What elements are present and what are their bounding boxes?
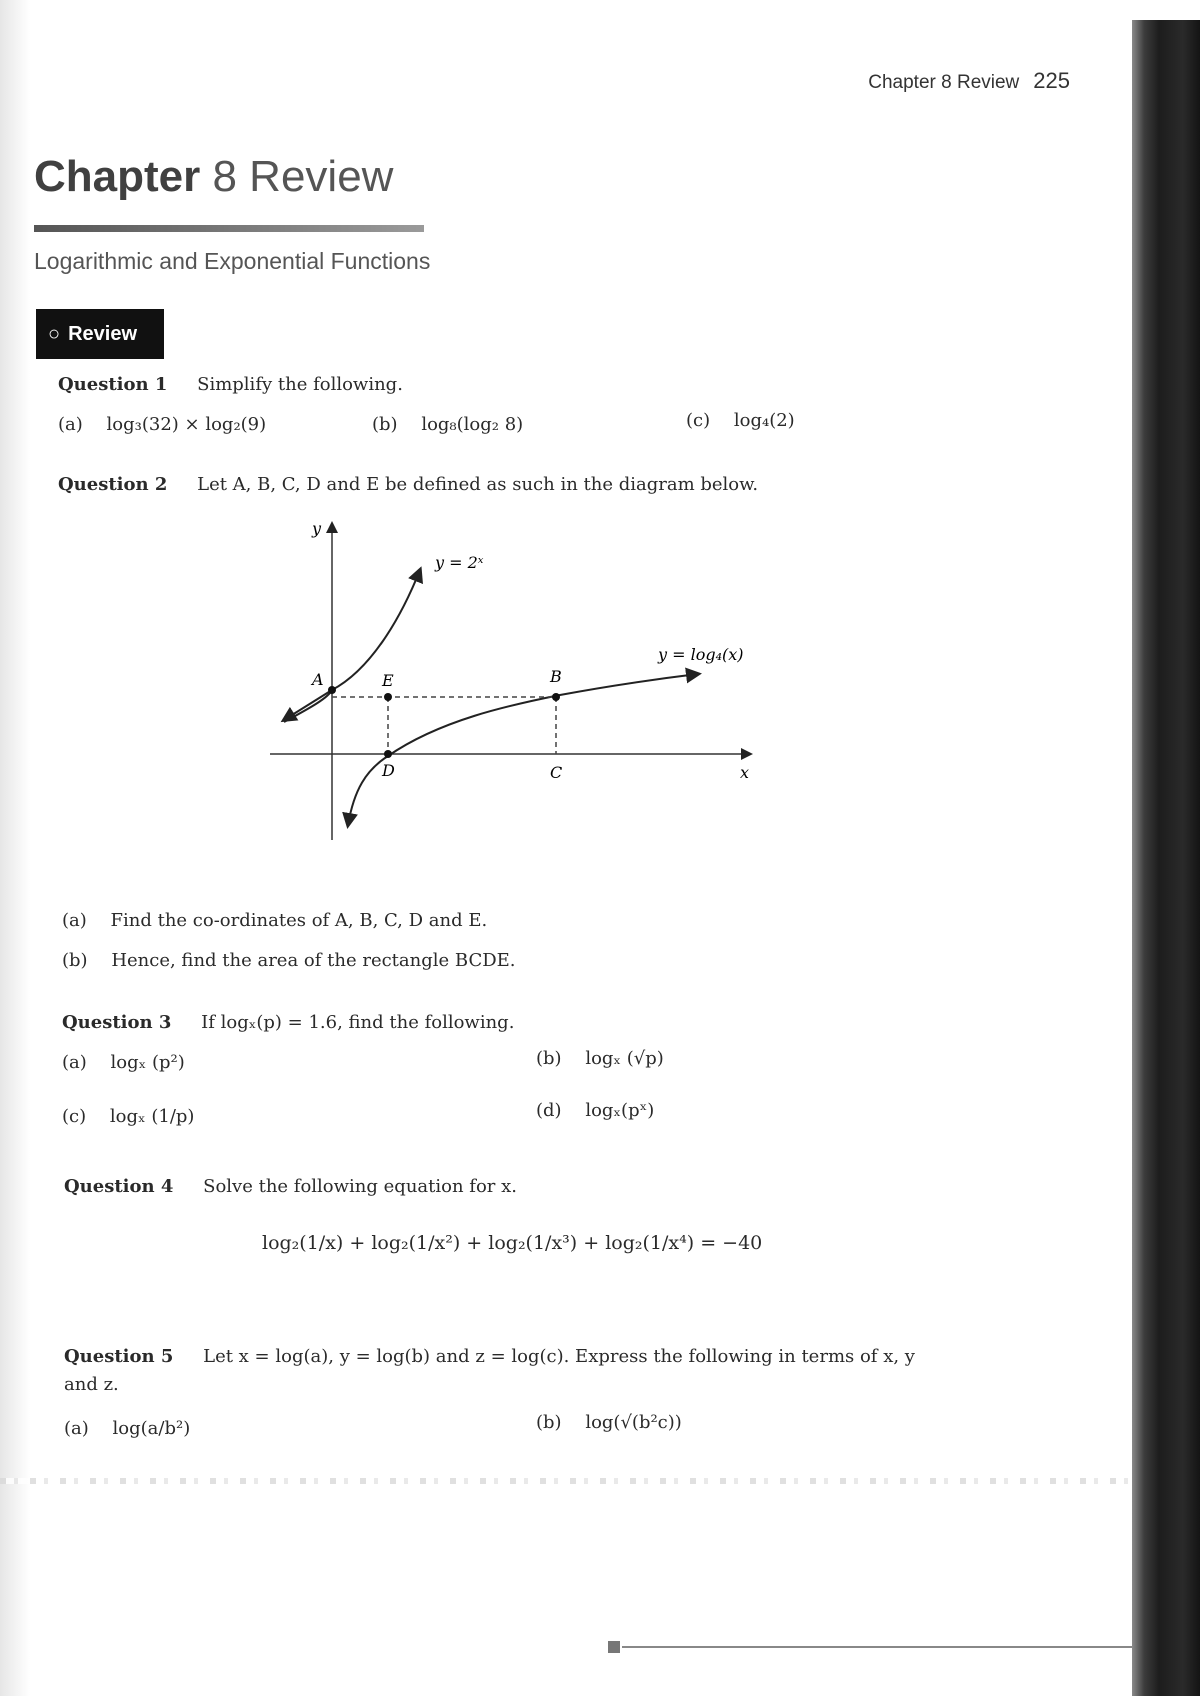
log-curve-label: y = log₄(x) <box>658 645 744 664</box>
log-curve <box>388 674 698 756</box>
question-4-label: Question 4 <box>64 1176 174 1197</box>
question-3c <box>62 1106 194 1127</box>
question-4 <box>64 1176 517 1197</box>
question-4-text: Solve the following equation for x. <box>203 1176 517 1197</box>
question-5a-expr: log(a/b²) <box>112 1418 191 1439</box>
question-1c <box>686 410 795 431</box>
question-5a <box>64 1418 190 1439</box>
question-1-text: Simplify the following. <box>197 374 403 395</box>
part-tag: (a) <box>62 1052 87 1073</box>
running-head-title: Chapter 8 Review <box>868 72 1020 93</box>
point-b <box>552 693 560 701</box>
title-rule <box>34 225 424 232</box>
question-3a <box>62 1052 185 1073</box>
exponential-curve-label: y = 2ˣ <box>435 553 484 572</box>
part-tag: (a) <box>64 1418 89 1439</box>
question-1b <box>372 414 523 435</box>
question-3a-expr: logₓ (p²) <box>110 1052 185 1073</box>
question-3 <box>62 1012 514 1033</box>
question-1a <box>58 414 266 435</box>
review-badge-label: Review <box>68 322 138 345</box>
log-exp-diagram <box>270 520 770 840</box>
question-1a-expr: log₃(32) × log₂(9) <box>106 414 267 435</box>
bleed-through-text <box>0 1478 1130 1484</box>
question-3-text: If logₓ(p) = 1.6, find the following. <box>201 1012 515 1033</box>
question-1b-expr: log₈(log₂ 8) <box>421 414 524 435</box>
part-tag: (b) <box>372 414 398 435</box>
point-a <box>328 686 336 694</box>
part-tag: (c) <box>686 410 711 431</box>
point-d <box>384 750 392 758</box>
scan-left-shadow <box>0 0 30 1696</box>
point-e <box>384 693 392 701</box>
label-e: E <box>382 671 394 690</box>
question-2b <box>62 950 516 971</box>
part-tag: (a) <box>62 910 87 931</box>
question-1 <box>58 374 403 395</box>
question-5b <box>536 1412 682 1433</box>
refresh-circle-icon: ○ <box>48 322 61 345</box>
part-tag: (b) <box>536 1412 562 1433</box>
exponential-curve-left <box>284 690 332 720</box>
label-d: D <box>382 761 395 780</box>
exponential-curve <box>284 570 420 722</box>
part-tag: (c) <box>62 1106 87 1127</box>
x-axis-label: x <box>740 763 750 782</box>
running-head <box>868 68 1070 94</box>
question-3b <box>536 1048 664 1069</box>
part-tag: (d) <box>536 1100 562 1121</box>
question-2b-text: Hence, find the area of the rectangle BCDE. <box>111 950 516 971</box>
part-tag: (a) <box>58 414 83 435</box>
question-5b-expr: log(√(b²c)) <box>585 1412 682 1433</box>
question-2-text: Let A, B, C, D and E be defined as such in the diagram below. <box>197 474 759 495</box>
part-tag: (b) <box>62 950 88 971</box>
part-tag: (b) <box>536 1048 562 1069</box>
question-2-label: Question 2 <box>58 474 168 495</box>
question-2 <box>58 474 758 495</box>
question-5 <box>64 1346 915 1367</box>
label-b: B <box>550 667 562 686</box>
chapter-word: Chapter <box>34 152 201 201</box>
question-3d <box>536 1100 654 1121</box>
label-a: A <box>312 670 324 689</box>
question-2a-text: Find the co-ordinates of A, B, C, D and E. <box>110 910 488 931</box>
question-3b-expr: logₓ (√p) <box>585 1048 664 1069</box>
label-c: C <box>550 763 563 782</box>
question-1c-expr: log₄(2) <box>733 410 795 431</box>
question-3d-expr: logₓ(pˣ) <box>585 1100 655 1121</box>
chapter-subtitle: Logarithmic and Exponential Functions <box>34 248 431 274</box>
question-4-equation: log₂(1/x) + log₂(1/x²) + log₂(1/x³) + log₂(1/x⁴) = −40 <box>262 1232 763 1254</box>
question-2a <box>62 910 487 931</box>
footer-rule <box>622 1646 1132 1648</box>
question-5-text: Let x = log(a), y = log(b) and z = log(c). Express the following in terms of x, y <box>203 1346 915 1367</box>
footer-marker <box>608 1641 620 1653</box>
question-5-label: Question 5 <box>64 1346 174 1367</box>
chapter-title <box>34 152 393 202</box>
question-1-label: Question 1 <box>58 374 168 395</box>
question-3c-expr: logₓ (1/p) <box>109 1106 195 1127</box>
y-axis-label: y <box>312 520 322 538</box>
question-3-label: Question 3 <box>62 1012 172 1033</box>
page-number: 225 <box>1033 68 1070 93</box>
review-badge <box>36 309 164 359</box>
book-spine <box>1132 20 1200 1696</box>
chapter-number: 8 Review <box>212 152 394 201</box>
question-5-text-cont: and z. <box>64 1374 119 1395</box>
